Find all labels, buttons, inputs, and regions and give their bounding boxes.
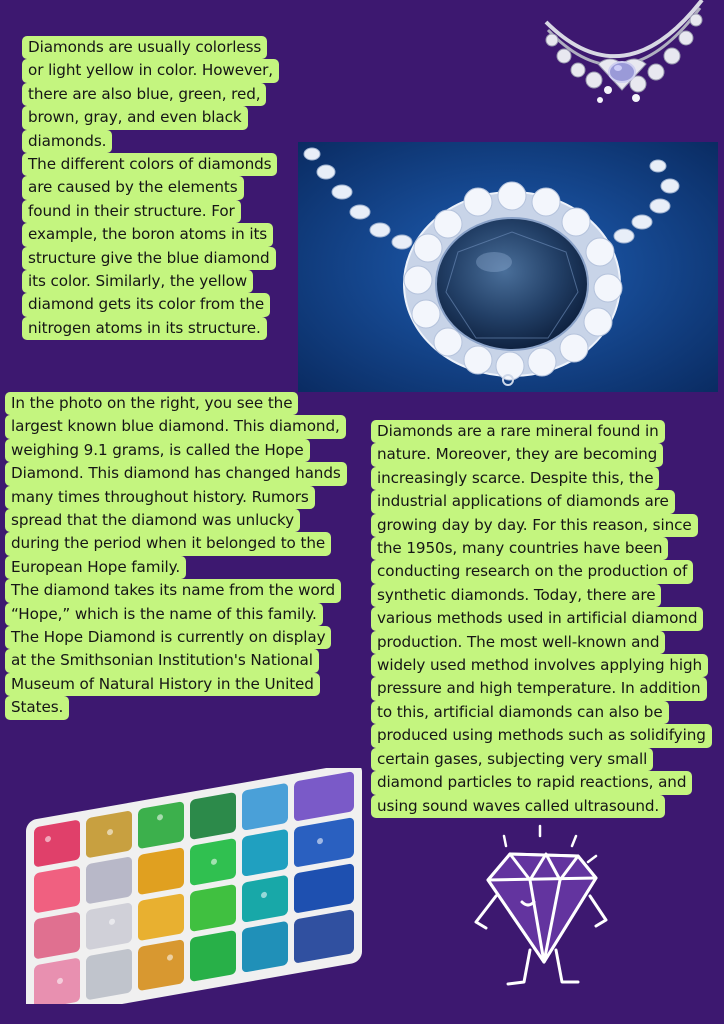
- text-line: produced using methods such as solidifying: [371, 724, 712, 747]
- text-line: or light yellow in color. However,: [22, 59, 279, 82]
- text-line: Museum of Natural History in the United: [5, 673, 320, 696]
- hope-diamond-necklace-photo: [298, 142, 718, 392]
- text-line: “Hope,” which is the name of this family.: [5, 603, 323, 626]
- text-line: during the period when it belonged to the: [5, 532, 331, 555]
- text-line: the 1950s, many countries have been: [371, 537, 668, 560]
- text-line: States.: [5, 696, 69, 719]
- text-line: brown, gray, and even black: [22, 106, 248, 129]
- text-line: production. The most well-known and: [371, 631, 665, 654]
- tiara-photo: [538, 0, 710, 108]
- text-line: pressure and high temperature. In addition: [371, 677, 707, 700]
- text-line: are caused by the elements: [22, 176, 244, 199]
- text-line: industrial applications of diamonds are: [371, 490, 675, 513]
- text-line: many times throughout history. Rumors: [5, 486, 315, 509]
- hope-diamond-paragraph: [5, 392, 347, 720]
- diamond-colors-paragraph: [22, 36, 279, 340]
- text-line: certain gases, subjecting very small: [371, 748, 653, 771]
- text-line: diamond particles to rapid reactions, and: [371, 771, 692, 794]
- text-line: increasingly scarce. Despite this, the: [371, 467, 659, 490]
- text-line: The diamond takes its name from the word: [5, 579, 341, 602]
- text-line: to this, artificial diamonds can also be: [371, 701, 669, 724]
- text-line: spread that the diamond was unlucky: [5, 509, 300, 532]
- text-line: diamond gets its color from the: [22, 293, 270, 316]
- text-line: Diamond. This diamond has changed hands: [5, 462, 347, 485]
- diamond-character-doodle: [460, 822, 620, 990]
- text-line: at the Smithsonian Institution's National: [5, 649, 319, 672]
- text-line: The Hope Diamond is currently on display: [5, 626, 331, 649]
- text-line: there are also blue, green, red,: [22, 83, 266, 106]
- text-line: using sound waves called ultrasound.: [371, 795, 665, 818]
- text-line: In the photo on the right, you see the: [5, 392, 298, 415]
- text-line: conducting research on the production of: [371, 560, 693, 583]
- text-line: diamonds.: [22, 130, 112, 153]
- text-line: example, the boron atoms in its: [22, 223, 273, 246]
- text-line: various methods used in artificial diamond: [371, 607, 703, 630]
- text-line: growing day by day. For this reason, since: [371, 514, 698, 537]
- text-line: synthetic diamonds. Today, there are: [371, 584, 661, 607]
- text-line: weighing 9.1 grams, is called the Hope: [5, 439, 310, 462]
- text-line: nitrogen atoms in its structure.: [22, 317, 267, 340]
- text-line: nature. Moreover, they are becoming: [371, 443, 663, 466]
- text-line: The different colors of diamonds: [22, 153, 277, 176]
- text-line: Diamonds are usually colorless: [22, 36, 267, 59]
- synthetic-diamonds-paragraph: [371, 420, 712, 818]
- text-line: its color. Similarly, the yellow: [22, 270, 253, 293]
- colorful-rhinestone-organizer-photo: [20, 768, 370, 1004]
- text-line: structure give the blue diamond: [22, 247, 276, 270]
- text-line: Diamonds are a rare mineral found in: [371, 420, 665, 443]
- text-line: European Hope family.: [5, 556, 186, 579]
- text-line: largest known blue diamond. This diamond,: [5, 415, 346, 438]
- text-line: found in their structure. For: [22, 200, 241, 223]
- text-line: widely used method involves applying high: [371, 654, 708, 677]
